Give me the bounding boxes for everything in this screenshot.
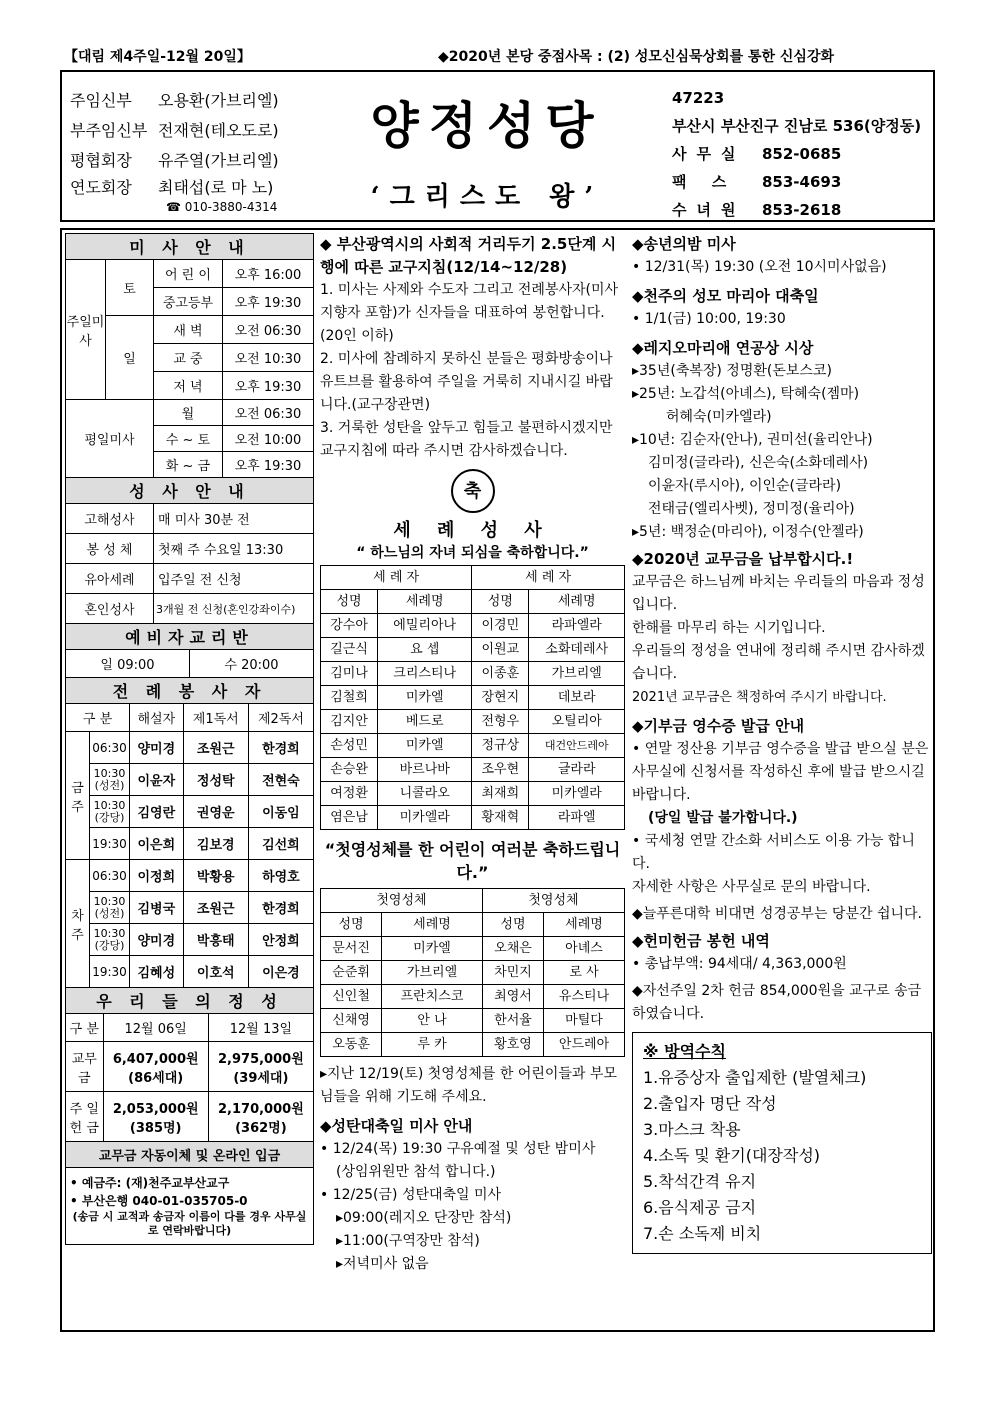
- mass-time: 오전 10:30: [222, 344, 313, 372]
- week-label: 차주: [66, 860, 90, 988]
- cell: 황재혁: [472, 806, 529, 830]
- notice-text: • 국세청 연말 간소화 서비스도 이용 가능 합니다.: [632, 833, 915, 872]
- quarantine-rule: 5.착석간격 유지: [643, 1172, 757, 1191]
- mass-name: 월: [154, 400, 223, 426]
- cell: 글라라: [529, 758, 625, 782]
- cell: 마틸다: [544, 1009, 625, 1033]
- notice-text: 교무금은 하느님께 바치는 우리들의 마음과 정성입니다.: [632, 574, 925, 613]
- cell: 안 나: [382, 1009, 483, 1033]
- class-time: 수 20:00: [190, 650, 314, 678]
- notice-text: ▸5년: 백정순(마리아), 이정수(안젤라): [632, 524, 864, 540]
- cell: 프란치스코: [382, 985, 483, 1009]
- guideline-item: 2. 미사에 참례하지 못하신 분들은 평화방송이나 유트브를 활용하여 주일을 거룩히 지내시길 바랍니다.(교구장관면): [320, 351, 613, 413]
- col-head: 12월 06일: [103, 1014, 208, 1042]
- convent-phone: 853-2618: [762, 201, 842, 219]
- offering-amount: 2,053,000원 (385명): [103, 1092, 208, 1142]
- mass-time: 오전 06:30: [222, 316, 313, 344]
- server: 전현숙: [248, 764, 313, 796]
- notice-heading: ◆2020년 교무금을 납부합시다.!: [632, 550, 854, 568]
- cell: 베드로: [378, 710, 472, 734]
- server: 김혜성: [130, 956, 184, 988]
- parish-title: 양정성당: [370, 96, 604, 155]
- baptism-table: [320, 565, 625, 830]
- cell: 한서율: [482, 1009, 543, 1033]
- mass-time: 오후 19:30: [222, 452, 313, 478]
- sacrament-detail: 3개월 전 신청(혼인강좌이수): [154, 594, 314, 624]
- offering-amount: 2,975,000원 (39세대): [208, 1042, 313, 1092]
- time: 10:30 (성전): [90, 892, 130, 924]
- notice-text: 전태금(엘리사벳), 정미정(율리아): [648, 501, 855, 517]
- mass-time: 오후 19:30: [222, 288, 313, 316]
- table-head: 세 례 자: [472, 566, 625, 590]
- catechumen-table: [65, 623, 314, 678]
- cell: 바르나바: [378, 758, 472, 782]
- cell: 이경민: [472, 614, 529, 638]
- quarantine-box: [632, 1032, 932, 1254]
- col-head: 세례명: [378, 590, 472, 614]
- cell: 정규상: [472, 734, 529, 758]
- cell: 루 카: [382, 1033, 483, 1057]
- staff-name: 최태섭(로 마 노): [158, 178, 274, 197]
- time: 10:30 (성전): [90, 764, 130, 796]
- time: 19:30: [90, 828, 130, 860]
- guideline-heading: ◆ 부산광역시의 사회적 거리두기 2.5단계 시행에 따른 교구지침(12/14~12/28): [320, 235, 617, 276]
- notice-text: ▸35년(축복장) 정명환(돈보스코): [632, 363, 832, 379]
- col-head: 구 분: [66, 704, 130, 732]
- sacrament-detail: 입주일 전 신청: [154, 564, 314, 594]
- server: 김선희: [248, 828, 313, 860]
- notice-text: 이윤자(루시아), 이인순(글라라): [648, 478, 842, 494]
- baptism-subtitle: “ 하느님의 자녀 되심을 축하합니다.”: [356, 545, 589, 561]
- col-head: 구 분: [66, 1014, 104, 1042]
- notice-text: • 총납부액: 94세대/ 4,363,000원: [632, 956, 847, 972]
- col-head: 12월 13일: [208, 1014, 313, 1042]
- server: 박황용: [183, 860, 248, 892]
- mass-time: 오전 10:00: [222, 426, 313, 452]
- content-body: [60, 228, 935, 1332]
- left-column: [65, 233, 314, 1245]
- cell: 미카엘: [382, 937, 483, 961]
- server: 권영운: [183, 796, 248, 828]
- notice-text: 허혜숙(미카엘라): [666, 409, 772, 425]
- celebration-badge-icon: 축: [451, 469, 495, 513]
- christmas-item: ▸09:00(레지오 단장만 참석): [336, 1210, 512, 1226]
- server: 이동임: [248, 796, 313, 828]
- christmas-item: • 12/24(목) 19:30 구유예절 및 성탄 밤미사: [320, 1141, 596, 1157]
- server: 한경희: [248, 732, 313, 764]
- col-head: 성명: [482, 913, 543, 937]
- notice-heading: ◆기부금 영수증 발급 안내: [632, 717, 805, 735]
- mass-time: 오후 19:30: [222, 372, 313, 400]
- quarantine-rule: 6.음식제공 금지: [643, 1198, 757, 1217]
- communion-table: [320, 888, 625, 1057]
- notice-heading: ◆송년의밤 미사: [632, 235, 736, 253]
- section-heading: 성 사 안 내: [66, 478, 314, 504]
- notice-text: • 12/31(목) 19:30 (오전 10시미사없음): [632, 259, 887, 275]
- cell: 유스티나: [544, 985, 625, 1009]
- cell: 크리스티나: [378, 662, 472, 686]
- class-time: 일 09:00: [66, 650, 190, 678]
- server: 이정희: [130, 860, 184, 892]
- staff-role: 주임신부: [70, 91, 132, 110]
- cell: 안드레아: [544, 1033, 625, 1057]
- notice-text: ▸25년: 노갑석(아녜스), 탁혜숙(젬마): [632, 386, 860, 402]
- bank-account: • 부산은행 040-01-035705-0: [70, 1194, 248, 1208]
- sacrament-detail: 첫째 주 수요일 13:30: [154, 534, 314, 564]
- server: 양미경: [130, 924, 184, 956]
- cell: 김철희: [321, 686, 378, 710]
- cell: 미카엘: [378, 734, 472, 758]
- quarantine-rule: 4.소독 및 환기(대장작성): [643, 1146, 821, 1165]
- cell: 이원교: [472, 638, 529, 662]
- cell: 신인철: [321, 985, 382, 1009]
- section-heading: 예비자교리반: [66, 624, 314, 650]
- cell: 여정환: [321, 782, 378, 806]
- notice-text: 김미정(글라라), 신은숙(소화데레사): [648, 455, 869, 471]
- server: 김보경: [183, 828, 248, 860]
- staff-role: 연도회장: [70, 178, 132, 197]
- offering-amount: 6,407,000원 (86세대): [103, 1042, 208, 1092]
- notice-text: 우리들의 정성을 연내에 정리해 주시면 감사하겠습니다.: [632, 643, 925, 682]
- server: 한경희: [248, 892, 313, 924]
- mass-name: 새 벽: [154, 316, 223, 344]
- section-heading: 교무금 자동이체 및 온라인 입금: [66, 1142, 314, 1168]
- cell: 최영서: [482, 985, 543, 1009]
- server: 조원근: [183, 892, 248, 924]
- guideline-item: 3. 거룩한 성탄을 앞두고 힘들고 불편하시겠지만 교구지침에 따라 주시면 감사하겠습니다.: [320, 420, 613, 459]
- cell: 문서진: [321, 937, 382, 961]
- col-head: 제2독서: [248, 704, 313, 732]
- cell: 신채영: [321, 1009, 382, 1033]
- server: 정성탁: [183, 764, 248, 796]
- cell: 대건안드레아: [529, 734, 625, 758]
- middle-column: [320, 233, 625, 1276]
- mass-name: 교 중: [154, 344, 223, 372]
- cell: 오채은: [482, 937, 543, 961]
- staff-name: 전재현(테오도로): [158, 121, 279, 140]
- col-head: 성명: [321, 590, 378, 614]
- cell: 라파엘: [529, 806, 625, 830]
- section-heading: 우 리 들 의 정 성: [66, 988, 314, 1014]
- mass-time: 오후 16:00: [222, 260, 313, 288]
- cell: 소화데레사: [529, 638, 625, 662]
- zip-code: 47223: [672, 89, 725, 107]
- sacrament-name: 봉 성 체: [66, 534, 154, 564]
- week-label: 금주: [66, 732, 90, 860]
- quarantine-rule: 1.유증상자 출입제한 (발열체크): [643, 1068, 867, 1087]
- staff-role: 부주임신부: [70, 121, 148, 140]
- notice-text: ◆자선주일 2차 헌금 854,000원을 교구로 송금 하였습니다.: [632, 983, 922, 1022]
- cell: 로 사: [544, 961, 625, 985]
- server: 김영란: [130, 796, 184, 828]
- server: 이은희: [130, 828, 184, 860]
- offering-amount: 2,170,000원 (362명): [208, 1092, 313, 1142]
- time: 19:30: [90, 956, 130, 988]
- staff-role: 평협회장: [70, 151, 132, 170]
- mass-name: 수 ~ 토: [154, 426, 223, 452]
- server: 이윤자: [130, 764, 184, 796]
- mass-name: 중고등부: [154, 288, 223, 316]
- staff-phone: ☎ 010-3880-4314: [166, 200, 278, 214]
- cell: 염은남: [321, 806, 378, 830]
- quarantine-rule: 2.출입자 명단 작성: [643, 1094, 777, 1113]
- sun-label: 일: [106, 316, 154, 400]
- pastoral-theme: ◆2020년 본당 중점사목 : (2) 성모신심묵상회를 통한 신심강화: [438, 49, 834, 65]
- christmas-item: ▸저녁미사 없음: [336, 1256, 429, 1272]
- sat-label: 토: [106, 260, 154, 316]
- office-phone: 852-0685: [762, 145, 842, 163]
- quarantine-rule: 3.마스크 착용: [643, 1120, 741, 1139]
- cell: 장현지: [472, 686, 529, 710]
- notice-text: 한해를 마무리 하는 시기입니다.: [632, 620, 826, 636]
- cell: 데보라: [529, 686, 625, 710]
- col-head: 성명: [321, 913, 382, 937]
- notice-heading: ◆헌미헌금 봉헌 내역: [632, 932, 770, 950]
- cell: 가브리엘: [382, 961, 483, 985]
- sacrament-name: 혼인성사: [66, 594, 154, 624]
- staff-name: 유주열(가브리엘): [158, 151, 279, 170]
- cell: 김지안: [321, 710, 378, 734]
- notice-text: • 1/1(금) 10:00, 19:30: [632, 311, 786, 327]
- col-head: 세례명: [544, 913, 625, 937]
- cell: 이종훈: [472, 662, 529, 686]
- cell: 길근식: [321, 638, 378, 662]
- quarantine-rule: 7.손 소독제 비치: [643, 1224, 762, 1243]
- weekday-mass-label: 평일미사: [66, 400, 154, 478]
- contact-info: [672, 84, 921, 224]
- cell: 미카엘라: [529, 782, 625, 806]
- cell: 요 셉: [378, 638, 472, 662]
- cell: 라파엘라: [529, 614, 625, 638]
- notice-text: • 연말 정산용 기부금 영수증을 발급 받으실 분은 사무실에 신청서를 작성하신 후에 발급 받으시길 바랍니다.: [632, 741, 929, 803]
- staff-list: [70, 86, 279, 214]
- account-holder: • 예금주: (재)천주교부산교구: [70, 1176, 230, 1190]
- server: 이은경: [248, 956, 313, 988]
- cell: 아녜스: [544, 937, 625, 961]
- offering-type: 주 일 헌 금: [66, 1092, 104, 1142]
- christmas-item: ▸11:00(구역장만 참석): [336, 1233, 480, 1249]
- cell: 차민지: [482, 961, 543, 985]
- cell: 미카엘: [378, 686, 472, 710]
- christmas-item: • 12/25(금) 성탄대축일 미사: [320, 1187, 502, 1203]
- top-line: [64, 46, 934, 66]
- cell: 조우현: [472, 758, 529, 782]
- sunday-mass-label: 주일미사: [66, 260, 106, 400]
- col-head: 세례명: [382, 913, 483, 937]
- cell: 미카엘라: [378, 806, 472, 830]
- cell: 가브리엘: [529, 662, 625, 686]
- sacrament-name: 고해성사: [66, 504, 154, 534]
- notice-heading: ◆레지오마리애 연공상 시상: [632, 339, 814, 357]
- mass-name: 저 녁: [154, 372, 223, 400]
- cell: 강수아: [321, 614, 378, 638]
- cell: 김미나: [321, 662, 378, 686]
- sacrament-detail: 매 미사 30분 전: [154, 504, 314, 534]
- cell: 순준휘: [321, 961, 382, 985]
- christmas-heading: ◆성탄대축일 미사 안내: [320, 1117, 473, 1135]
- notice-text: ◆늘푸른대학 비대면 성경공부는 당분간 쉽니다.: [632, 906, 922, 922]
- time: 10:30 (강당): [90, 796, 130, 828]
- table-head: 첫영성체: [482, 889, 624, 913]
- server: 하영호: [248, 860, 313, 892]
- cell: 손승완: [321, 758, 378, 782]
- mass-table: [65, 233, 314, 624]
- time: 06:30: [90, 860, 130, 892]
- table-head: 세 례 자: [321, 566, 472, 590]
- mass-name: 화 ~ 금: [154, 452, 223, 478]
- right-column: [632, 233, 932, 1254]
- offering-type: 교무금: [66, 1042, 104, 1092]
- time: 06:30: [90, 732, 130, 764]
- col-head: 성명: [472, 590, 529, 614]
- issue-date: 【대림 제4주일-12월 20일】: [64, 49, 251, 65]
- transfer-note: (송금 시 교적과 송금자 이름이 다를 경우 사무실로 연락바랍니다): [72, 1210, 307, 1237]
- section-heading: 미 사 안 내: [66, 234, 314, 260]
- notice-text: (당일 발급 불가합니다.): [648, 810, 798, 826]
- christmas-item: (상임위원만 참석 합니다.): [336, 1164, 496, 1180]
- office-label: 사무실: [672, 145, 746, 163]
- notice-text: 2021년 교무금은 책정하여 주시기 바랍니다.: [632, 690, 887, 705]
- quarantine-title: ※ 방역수칙: [643, 1042, 726, 1061]
- sacrament-name: 유아세례: [66, 564, 154, 594]
- server: 이호석: [183, 956, 248, 988]
- time: 10:30 (강당): [90, 924, 130, 956]
- cell: 오틸리아: [529, 710, 625, 734]
- cell: 오동훈: [321, 1033, 382, 1057]
- parish-subtitle: ‘그리스도 왕’: [370, 182, 604, 212]
- mass-time: 오전 06:30: [222, 400, 313, 426]
- fax-number: 853-4693: [762, 173, 842, 191]
- server: 양미경: [130, 732, 184, 764]
- cell: 최재희: [472, 782, 529, 806]
- server: 박흥태: [183, 924, 248, 956]
- servers-table: [65, 677, 314, 988]
- section-heading: 전 례 봉 사 자: [66, 678, 314, 704]
- prayer-note: ▸지난 12/19(토) 첫영성체를 한 어린이들과 부모님들을 위해 기도해 주세요.: [320, 1066, 617, 1105]
- transfer-info: [66, 1168, 314, 1245]
- cell: 황호영: [482, 1033, 543, 1057]
- col-head: 세례명: [529, 590, 625, 614]
- col-head: 제1독서: [183, 704, 248, 732]
- staff-name: 오용환(가브리엘): [158, 91, 279, 110]
- notice-heading: ◆천주의 성모 마리아 대축일: [632, 287, 819, 305]
- server: 안정희: [248, 924, 313, 956]
- server: 김병국: [130, 892, 184, 924]
- cell: 손성민: [321, 734, 378, 758]
- cell: 에밀리아나: [378, 614, 472, 638]
- notice-text: 자세한 사항은 사무실로 문의 바랍니다.: [632, 879, 871, 895]
- server: 조원근: [183, 732, 248, 764]
- table-head: 첫영성체: [321, 889, 483, 913]
- cell: 전형우: [472, 710, 529, 734]
- baptism-title: 세 례 성 사: [393, 520, 552, 541]
- convent-label: 수녀원: [672, 201, 746, 219]
- header-box: [60, 70, 935, 222]
- mass-name: 어 린 이: [154, 260, 223, 288]
- fax-label: 팩 스: [672, 173, 737, 191]
- communion-subtitle: “첫영성체를 한 어린이 여러분 축하드립니다.”: [324, 840, 621, 882]
- street-address: 부산시 부산진구 진남로 536(양정동): [672, 117, 922, 135]
- guideline-item: 1. 미사는 사제와 수도자 그리고 전례봉사자(미사 지향자 포함)가 신자들을 대표하여 봉헌합니다.(20인 이하): [320, 282, 619, 344]
- offering-table: [65, 987, 314, 1245]
- notice-text: ▸10년: 김순자(안나), 권미선(율리안나): [632, 432, 873, 448]
- col-head: 해설자: [130, 704, 184, 732]
- cell: 니콜라오: [378, 782, 472, 806]
